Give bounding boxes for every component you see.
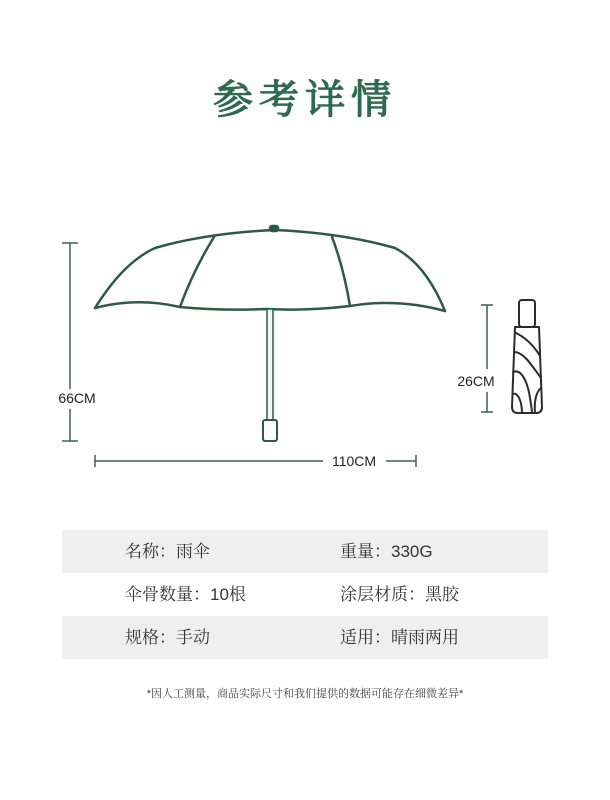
spec-table	[62, 530, 548, 659]
spec-value: 330G	[391, 542, 433, 561]
spec-row	[62, 616, 548, 659]
height-dimension-label: 66CM	[58, 390, 96, 406]
spec-label: 规格	[125, 628, 159, 647]
spec-label: 涂层材质	[340, 585, 408, 604]
spec-separator: ：	[159, 542, 176, 561]
spec-cell-name	[125, 530, 210, 573]
spec-cell-coating	[340, 573, 459, 616]
height-dimension	[62, 243, 78, 441]
spec-value: 10根	[210, 585, 246, 604]
folded-length-dimension	[481, 305, 493, 412]
spec-separator: ：	[408, 585, 425, 604]
umbrella-rib	[180, 237, 214, 307]
spec-row	[62, 530, 548, 573]
spec-separator: ：	[159, 628, 176, 647]
spec-label: 伞骨数量	[125, 585, 193, 604]
spec-value: 雨伞	[176, 542, 210, 561]
umbrella-canopy	[95, 230, 445, 311]
spec-cell-weight	[340, 530, 433, 573]
umbrella-tip	[270, 226, 278, 231]
folded-umbrella-icon	[512, 300, 542, 413]
spec-separator: ：	[374, 542, 391, 561]
spec-cell-type	[125, 616, 210, 659]
spec-row	[62, 573, 548, 616]
dimension-diagram	[0, 200, 610, 480]
spec-value: 手动	[176, 628, 210, 647]
spec-value: 黑胶	[425, 585, 459, 604]
folded-length-dimension-label: 26CM	[457, 373, 495, 389]
spec-separator: ：	[374, 628, 391, 647]
spec-separator: ：	[193, 585, 210, 604]
width-dimension-label: 110CM	[331, 453, 377, 469]
spec-label: 适用	[340, 628, 374, 647]
umbrella-shaft	[267, 309, 273, 420]
umbrella-rib	[332, 237, 350, 306]
spec-label: 重量	[340, 542, 374, 561]
open-umbrella-icon	[95, 226, 445, 441]
spec-cell-usage	[340, 616, 459, 659]
spec-label: 名称	[125, 542, 159, 561]
umbrella-handle	[263, 420, 277, 441]
folded-umbrella-handle	[519, 300, 535, 327]
page-title: 参考详情	[213, 76, 397, 123]
measurement-disclaimer: *因人工测量，商品实际尺寸和我们提供的数据可能存在细微差异*	[146, 688, 464, 700]
spec-cell-rib-count	[125, 573, 246, 616]
spec-value: 晴雨两用	[391, 628, 459, 647]
